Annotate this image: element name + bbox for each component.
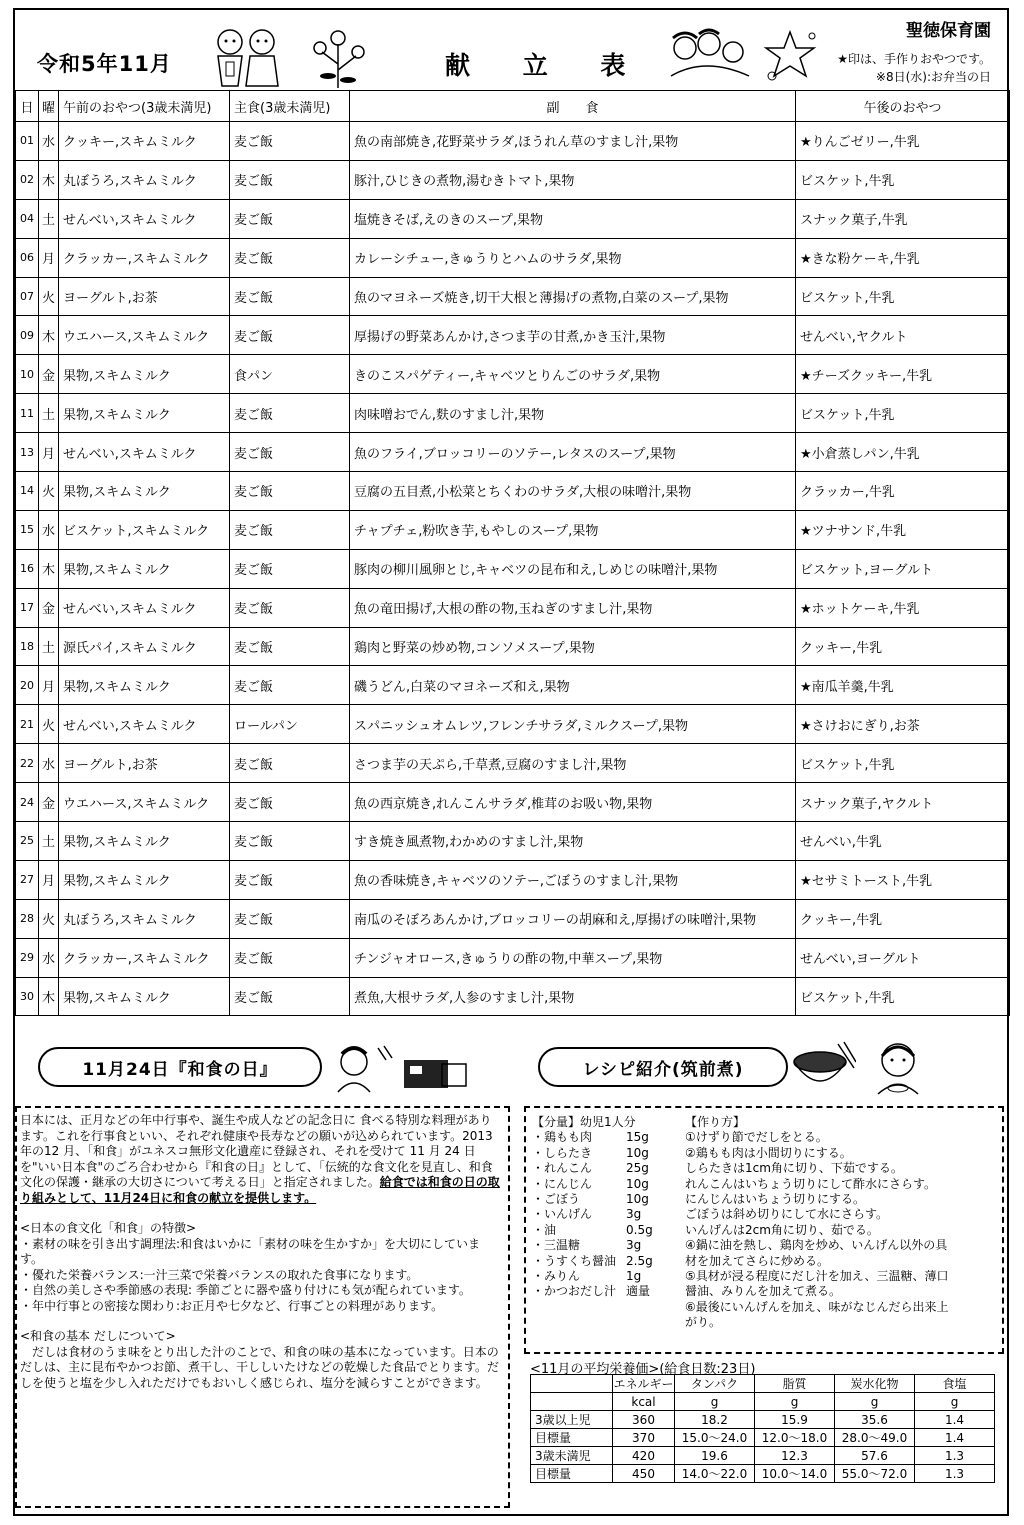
menu-pm-snack: ビスケット,牛乳 (796, 160, 1010, 199)
menu-side-dish: 魚の南部焼き,花野菜サラダ,ほうれん草のすまし汁,果物 (350, 122, 796, 161)
menu-date: 17 (16, 588, 39, 627)
menu-staple: 麦ご飯 (230, 510, 350, 549)
menu-date: 06 (16, 238, 39, 277)
menu-weekday: 金 (39, 355, 59, 394)
menu-row (16, 783, 1010, 822)
ingredient-name: ・かつおだし汁 (532, 1284, 617, 1299)
menu-pm-snack: ★チーズクッキー,牛乳 (796, 355, 1010, 394)
nutrition-cell: 食塩 (915, 1375, 995, 1393)
dashi-text: だしは食材のうま味をとり出した汁のことで、和食の味の基本になっています。日本のだしは、主に昆布やかつお節、煮干し、干ししいたけなどの乾燥した食品でとります。だしを使うと塩を少し入れただけでもおいしく感じられ、塩分を減らすことができます。 (20, 1344, 500, 1390)
recipe-step: いんげんは2cm角に切り、茹でる。 (685, 1222, 879, 1237)
feature-item: ・年中行事との密接な関わり:お正月や七夕など、行事ごとの料理があります。 (20, 1298, 444, 1313)
nutrition-cell: 脂質 (755, 1375, 835, 1393)
washoku-text (20, 1113, 502, 1406)
menu-am-snack: 果物,スキムミルク (59, 472, 230, 511)
ingredient-quantity: 0.5g (626, 1222, 653, 1237)
menu-side-dish: 魚の西京焼き,れんこんサラダ,椎茸のお吸い物,果物 (350, 783, 796, 822)
nutrition-cell: 57.6 (835, 1447, 915, 1465)
children-clipart-icon (208, 24, 286, 90)
menu-table (15, 90, 1010, 1016)
menu-staple: 麦ご飯 (230, 938, 350, 977)
nutrition-cell: 55.0～72.0 (835, 1465, 915, 1483)
ingredient-quantity: 10g (626, 1192, 649, 1207)
menu-date: 09 (16, 316, 39, 355)
menu-am-snack: せんべい,スキムミルク (59, 588, 230, 627)
washoku-intro (20, 1113, 502, 1206)
homemade-note: ★印は、手作りおやつです。 (837, 52, 991, 66)
menu-row (16, 666, 1010, 705)
menu-side-dish: 豚肉の柳川風卵とじ,キャベツの昆布和え,しめじの味噌汁,果物 (350, 549, 796, 588)
menu-row (16, 122, 1010, 161)
nutrition-cell: kcal (613, 1393, 675, 1411)
menu-am-snack: 果物,スキムミルク (59, 355, 230, 394)
ingredient-quantity: 25g (626, 1161, 649, 1176)
nutrition-cell: 12.3 (755, 1447, 835, 1465)
ingredient-quantity: 10g (626, 1176, 649, 1191)
ingredient-quantity: 3g (626, 1207, 642, 1222)
menu-staple: 麦ご飯 (230, 199, 350, 238)
recipe-step: 材を加えてさらに炒める。 (685, 1253, 830, 1268)
ingredient-quantity: 2.5g (626, 1253, 653, 1268)
menu-weekday: 木 (39, 160, 59, 199)
menu-am-snack: せんべい,スキムミルク (59, 433, 230, 472)
menu-staple: 麦ご飯 (230, 122, 350, 161)
menu-pm-snack: せんべい,ヨーグルト (796, 938, 1010, 977)
menu-side-dish: 肉味噌おでん,麩のすまし汁,果物 (350, 394, 796, 433)
menu-side-dish: すき焼き風煮物,わかめのすまし汁,果物 (350, 822, 796, 861)
menu-date: 14 (16, 472, 39, 511)
nutrition-cell: 15.0～24.0 (675, 1429, 755, 1447)
child-eating-clipart-icon (328, 1040, 400, 1096)
ingredient-item (532, 1238, 682, 1253)
menu-date: 11 (16, 394, 39, 433)
menu-date: 25 (16, 822, 39, 861)
menu-row (16, 860, 1010, 899)
menu-row (16, 977, 1010, 1016)
col-pm-snack: 午後のおやつ (796, 91, 1010, 122)
menu-weekday: 月 (39, 238, 59, 277)
ingredient-quantity: 1g (626, 1269, 642, 1284)
menu-date: 16 (16, 549, 39, 588)
menu-weekday: 水 (39, 122, 59, 161)
menu-date: 27 (16, 860, 39, 899)
menu-row (16, 510, 1010, 549)
menu-row (16, 238, 1010, 277)
menu-side-dish: カレーシチュー,きゅうりとハムのサラダ,果物 (350, 238, 796, 277)
menu-date: 04 (16, 199, 39, 238)
menu-row (16, 899, 1010, 938)
recipe-step: ごぼうは斜め切りにして水にさらす。 (685, 1207, 889, 1222)
page-title: 献 立 表 (445, 51, 648, 80)
menu-pm-snack: ★ツナサンド,牛乳 (796, 510, 1010, 549)
menu-staple: 麦ご飯 (230, 666, 350, 705)
menu-row (16, 433, 1010, 472)
nutrition-cell: 1.3 (915, 1465, 995, 1483)
ingredient-name: ・三温糖 (532, 1238, 581, 1253)
menu-side-dish: 煮魚,大根サラダ,人参のすまし汁,果物 (350, 977, 796, 1016)
menu-am-snack: 源氏パイ,スキムミルク (59, 627, 230, 666)
menu-weekday: 水 (39, 744, 59, 783)
menu-weekday: 土 (39, 394, 59, 433)
menu-am-snack: ビスケット,スキムミルク (59, 510, 230, 549)
dashi-section (20, 1329, 502, 1391)
nutrition-cell: 12.0～18.0 (755, 1429, 835, 1447)
menu-date: 07 (16, 277, 39, 316)
menu-side-dish: 豆腐の五目煮,小松菜とちくわのサラダ,大根の味噌汁,果物 (350, 472, 796, 511)
ingredient-name: ・にんじん (532, 1176, 593, 1191)
recipe-step: ⑥最後にいんげんを加え、味がなじんだら出来上 (685, 1299, 949, 1314)
menu-header-row (16, 91, 1010, 122)
menu-row (16, 277, 1010, 316)
nutrition-cell: 15.9 (755, 1411, 835, 1429)
menu-row (16, 355, 1010, 394)
menu-date: 29 (16, 938, 39, 977)
menu-am-snack: 果物,スキムミルク (59, 977, 230, 1016)
dashi-title: <和食の基本 だしについて> (20, 1329, 176, 1343)
menu-row (16, 588, 1010, 627)
feature-item: ・素材の味を引き出す調理法:和食はいかに「素材の味を生かすか」を大切にしています。 (20, 1236, 481, 1266)
nutrition-row (531, 1411, 995, 1429)
menu-am-snack: 果物,スキムミルク (59, 860, 230, 899)
nutrition-cell: 1.4 (915, 1411, 995, 1429)
menu-staple: 麦ご飯 (230, 160, 350, 199)
menu-am-snack: 果物,スキムミルク (59, 394, 230, 433)
menu-staple: 麦ご飯 (230, 588, 350, 627)
menu-pm-snack: クッキー,牛乳 (796, 627, 1010, 666)
recipe-step: がり。 (685, 1315, 722, 1330)
menu-staple: 麦ご飯 (230, 822, 350, 861)
food-box-clipart-icon (400, 1054, 470, 1094)
menu-side-dish: 魚の香味焼き,キャベツのソテー,ごぼうのすまし汁,果物 (350, 860, 796, 899)
menu-side-dish: 魚のフライ,ブロッコリーのソテー,レタスのスープ,果物 (350, 433, 796, 472)
menu-side-dish: きのこスパゲティー,キャベツとりんごのサラダ,果物 (350, 355, 796, 394)
flower-clipart-icon (308, 24, 368, 90)
menu-row (16, 394, 1010, 433)
menu-side-dish: 南瓜のそぼろあんかけ,ブロッコリーの胡麻和え,厚揚げの味噌汁,果物 (350, 899, 796, 938)
nutrition-cell (531, 1393, 613, 1411)
ingredient-quantity: 適量 (626, 1284, 651, 1299)
nutrition-cell: g (915, 1393, 995, 1411)
ingredient-quantity: 15g (626, 1130, 649, 1145)
menu-am-snack: 丸ぼうろ,スキムミルク (59, 899, 230, 938)
menu-weekday: 金 (39, 588, 59, 627)
menu-am-snack: 果物,スキムミルク (59, 822, 230, 861)
menu-am-snack: ヨーグルト,お茶 (59, 277, 230, 316)
recipe-step: にんじんはいちょう切りにする。 (685, 1192, 866, 1207)
nutrition-cell: 3歳以上児 (531, 1411, 613, 1429)
menu-weekday: 火 (39, 277, 59, 316)
menu-pm-snack: クラッカー,牛乳 (796, 472, 1010, 511)
menu-am-snack: 果物,スキムミルク (59, 549, 230, 588)
menu-date: 21 (16, 705, 39, 744)
menu-weekday: 金 (39, 783, 59, 822)
menu-am-snack: クラッカー,スキムミルク (59, 238, 230, 277)
menu-side-dish: チャプチェ,粉吹き芋,もやしのスープ,果物 (350, 510, 796, 549)
menu-am-snack: クッキー,スキムミルク (59, 122, 230, 161)
nutrition-cell: 10.0～14.0 (755, 1465, 835, 1483)
menu-pm-snack: ★りんごゼリー,牛乳 (796, 122, 1010, 161)
menu-weekday: 木 (39, 549, 59, 588)
recipe-step: ④鍋に油を熱し、鶏肉を炒め、いんげん以外の具 (685, 1238, 948, 1253)
period-label: 令和5年11月 (37, 52, 172, 76)
recipe-steps (685, 1115, 1001, 1331)
menu-side-dish: さつま芋の天ぷら,千草煮,豆腐のすまし汁,果物 (350, 744, 796, 783)
menu-side-dish: 塩焼きそば,えのきのスープ,果物 (350, 199, 796, 238)
menu-staple: 麦ご飯 (230, 899, 350, 938)
menu-staple: 麦ご飯 (230, 316, 350, 355)
menu-am-snack: ヨーグルト,お茶 (59, 744, 230, 783)
nutrition-row (531, 1465, 995, 1483)
menu-pm-snack: ビスケット,牛乳 (796, 277, 1010, 316)
ingredient-item (532, 1207, 682, 1222)
nutrition-cell: 420 (613, 1447, 675, 1465)
nutrition-row (531, 1429, 995, 1447)
menu-am-snack: せんべい,スキムミルク (59, 199, 230, 238)
feature-item: ・優れた栄養バランス:一汁三菜で栄養バランスの取れた食事になります。 (20, 1267, 419, 1282)
ingredient-item (532, 1254, 682, 1269)
ingredient-name: ・油 (532, 1222, 557, 1237)
menu-staple: 麦ご飯 (230, 394, 350, 433)
menu-pm-snack: ★小倉蒸しパン,牛乳 (796, 433, 1010, 472)
menu-date: 22 (16, 744, 39, 783)
menu-side-dish: スパニッシュオムレツ,フレンチサラダ,ミルクスープ,果物 (350, 705, 796, 744)
menu-weekday: 水 (39, 938, 59, 977)
menu-staple: 麦ご飯 (230, 238, 350, 277)
nutrition-cell: タンパク (675, 1375, 755, 1393)
ingredient-name: ・しらたき (532, 1145, 593, 1160)
ingredients-title: 【分量】幼児1人分 (532, 1115, 636, 1129)
bento-note: ※8日(水):お弁当の日 (875, 70, 991, 84)
menu-pm-snack: ビスケット,牛乳 (796, 394, 1010, 433)
nutrition-cell: 35.6 (835, 1411, 915, 1429)
menu-date: 15 (16, 510, 39, 549)
menu-pm-snack: ビスケット,牛乳 (796, 977, 1010, 1016)
ingredient-item (532, 1161, 682, 1176)
ingredient-name: ・みりん (532, 1269, 581, 1284)
menu-pm-snack: ビスケット,牛乳 (796, 744, 1010, 783)
col-weekday: 曜 (39, 91, 59, 122)
menu-am-snack: 果物,スキムミルク (59, 666, 230, 705)
ingredient-quantity: 3g (626, 1238, 642, 1253)
recipe-step: しらたきは1cm角に切り、下茹でする。 (685, 1161, 903, 1176)
nutrition-cell: 目標量 (531, 1465, 613, 1483)
ingredient-list (532, 1130, 682, 1299)
menu-side-dish: 鶏肉と野菜の炒め物,コンソメスープ,果物 (350, 627, 796, 666)
recipe-step: ①けずり節でだしをとる。 (685, 1130, 828, 1145)
menu-row (16, 549, 1010, 588)
ingredient-item (532, 1146, 682, 1161)
menu-pm-snack: ビスケット,ヨーグルト (796, 549, 1010, 588)
nutrition-unit-row (531, 1393, 995, 1411)
ingredient-item (532, 1192, 682, 1207)
menu-staple: 麦ご飯 (230, 277, 350, 316)
menu-side-dish: 磯うどん,白菜のマヨネーズ和え,果物 (350, 666, 796, 705)
nutrition-title: <11月の平均栄養価>(給食日数:23日) (530, 1362, 756, 1377)
menu-pm-snack: スナック菓子,ヤクルト (796, 783, 1010, 822)
nutrition-header-row (531, 1375, 995, 1393)
nutrition-cell: 炭水化物 (835, 1375, 915, 1393)
menu-pm-snack: ★セサミトースト,牛乳 (796, 860, 1010, 899)
menu-am-snack: せんべい,スキムミルク (59, 705, 230, 744)
nutrition-cell: g (835, 1393, 915, 1411)
menu-row (16, 705, 1010, 744)
ingredient-item (532, 1284, 682, 1299)
menu-row (16, 938, 1010, 977)
recipe-ingredients (532, 1115, 682, 1300)
washoku-features (20, 1221, 502, 1314)
menu-date: 10 (16, 355, 39, 394)
ingredient-item (532, 1223, 682, 1238)
menu-row (16, 822, 1010, 861)
menu-row (16, 316, 1010, 355)
ingredient-name: ・鶏もも肉 (532, 1130, 593, 1145)
nutrition-cell: g (675, 1393, 755, 1411)
menu-weekday: 土 (39, 199, 59, 238)
girl-eating-clipart-icon (858, 1036, 938, 1098)
menu-row (16, 744, 1010, 783)
recipe-step: ②鶏もも肉は小間切りにする。 (685, 1145, 852, 1160)
menu-side-dish: 魚の竜田揚げ,大根の酢の物,玉ねぎのすまし汁,果物 (350, 588, 796, 627)
menu-staple: 麦ご飯 (230, 744, 350, 783)
menu-weekday: 土 (39, 822, 59, 861)
menu-date: 24 (16, 783, 39, 822)
menu-date: 13 (16, 433, 39, 472)
menu-side-dish: 魚のマヨネーズ焼き,切干大根と薄揚げの煮物,白菜のスープ,果物 (350, 277, 796, 316)
menu-side-dish: 厚揚げの野菜あんかけ,さつま芋の甘煮,かき玉汁,果物 (350, 316, 796, 355)
menu-pm-snack: ★きな粉ケーキ,牛乳 (796, 238, 1010, 277)
menu-side-dish: 豚汁,ひじきの煮物,湯むきトマト,果物 (350, 160, 796, 199)
menu-pm-snack: ★ホットケーキ,牛乳 (796, 588, 1010, 627)
menu-weekday: 火 (39, 472, 59, 511)
nutrition-cell: 1.4 (915, 1429, 995, 1447)
nutrition-cell: エネルギー (613, 1375, 675, 1393)
menu-row (16, 627, 1010, 666)
menu-am-snack: クラッカー,スキムミルク (59, 938, 230, 977)
washoku-day-banner: 11月24日『和食の日』 (38, 1047, 322, 1087)
menu-date: 20 (16, 666, 39, 705)
washoku-announcement: 給食では和食の日の取り組みとして、11月24日に和食の献立を提供します。 (20, 1175, 500, 1205)
menu-weekday: 月 (39, 433, 59, 472)
menu-am-snack: ウエハース,スキムミルク (59, 316, 230, 355)
ingredient-name: ・いんげん (532, 1207, 593, 1222)
nutrition-body (531, 1375, 995, 1483)
menu-weekday: 月 (39, 666, 59, 705)
header (15, 10, 1009, 92)
nutrition-row (531, 1447, 995, 1465)
menu-staple: 麦ご飯 (230, 472, 350, 511)
menu-am-snack: 丸ぼうろ,スキムミルク (59, 160, 230, 199)
recipe-banner: レシピ紹介(筑前煮) (538, 1047, 788, 1087)
menu-staple: 麦ご飯 (230, 433, 350, 472)
ingredient-item (532, 1177, 682, 1192)
bowl-clipart-icon (790, 1040, 856, 1094)
col-staple: 主食(3歳未満児) (230, 91, 350, 122)
nutrition-cell: 14.0～22.0 (675, 1465, 755, 1483)
menu-body (16, 122, 1010, 1016)
menu-date: 18 (16, 627, 39, 666)
nutrition-cell: 28.0～49.0 (835, 1429, 915, 1447)
menu-pm-snack: ★さけおにぎり,お茶 (796, 705, 1010, 744)
menu-staple: 食パン (230, 355, 350, 394)
menu-staple: 麦ご飯 (230, 783, 350, 822)
feature-item: ・自然の美しさや季節感の表現: 季節ごとに器や盛り付けにも気が配られています。 (20, 1283, 471, 1297)
col-am-snack: 午前のおやつ(3歳未満児) (59, 91, 230, 122)
nutrition-cell (531, 1375, 613, 1393)
steps-title: 【作り方】 (685, 1115, 746, 1129)
nutrition-cell: 目標量 (531, 1429, 613, 1447)
menu-staple: ロールパン (230, 705, 350, 744)
menu-date: 30 (16, 977, 39, 1016)
menu-pm-snack: せんべい,ヤクルト (796, 316, 1010, 355)
menu-weekday: 木 (39, 977, 59, 1016)
menu-pm-snack: ★南瓜羊羹,牛乳 (796, 666, 1010, 705)
nutrition-table (530, 1374, 995, 1483)
menu-date: 02 (16, 160, 39, 199)
menu-date: 28 (16, 899, 39, 938)
ingredient-name: ・うすくち醤油 (532, 1253, 617, 1268)
kids-clipart-icon (665, 26, 753, 84)
recipe-step: れんこんはいちょう切りにして酢水にさらす。 (685, 1176, 937, 1191)
menu-staple: 麦ご飯 (230, 860, 350, 899)
menu-side-dish: チンジャオロース,きゅうりの酢の物,中華スープ,果物 (350, 938, 796, 977)
menu-row (16, 160, 1010, 199)
nutrition-cell: 360 (613, 1411, 675, 1429)
ingredient-name: ・ごぼう (532, 1192, 581, 1207)
menu-pm-snack: せんべい,牛乳 (796, 822, 1010, 861)
menu-weekday: 木 (39, 316, 59, 355)
menu-pm-snack: クッキー,牛乳 (796, 899, 1010, 938)
menu-staple: 麦ご飯 (230, 627, 350, 666)
nutrition-cell: 18.2 (675, 1411, 755, 1429)
menu-weekday: 水 (39, 510, 59, 549)
menu-row (16, 472, 1010, 511)
menu-weekday: 土 (39, 627, 59, 666)
ingredient-name: ・れんこん (532, 1161, 593, 1176)
col-date: 日 (16, 91, 39, 122)
menu-weekday: 火 (39, 705, 59, 744)
nutrition-cell: g (755, 1393, 835, 1411)
features-title: <日本の食文化「和食」の特徴> (20, 1221, 197, 1235)
star-flower-clipart-icon (760, 28, 820, 84)
col-side-dish: 副 食 (350, 91, 796, 122)
school-name: 聖徳保育園 (906, 21, 991, 41)
menu-pm-snack: スナック菓子,牛乳 (796, 199, 1010, 238)
menu-date: 01 (16, 122, 39, 161)
nutrition-cell: 1.3 (915, 1447, 995, 1465)
menu-staple: 麦ご飯 (230, 977, 350, 1016)
menu-am-snack: ウエハース,スキムミルク (59, 783, 230, 822)
ingredient-item (532, 1269, 682, 1284)
ingredient-quantity: 10g (626, 1145, 649, 1160)
nutrition-cell: 19.6 (675, 1447, 755, 1465)
recipe-step: ⑤具材が浸る程度にだし汁を加え、三温糖、薄口 (685, 1269, 949, 1284)
menu-row (16, 199, 1010, 238)
menu-weekday: 火 (39, 899, 59, 938)
recipe-step: 醤油、みりんを加えて煮る。 (685, 1284, 842, 1299)
step-list (685, 1130, 1001, 1330)
washoku-intro-text: 日本には、正月などの年中行事や、誕生や成人などの記念日に 食べる特別な料理があります。これを行事食といい、それぞれ健康や長寿などの願いが込められています。2013年の12 月、「和食」がユネスコ無形文化遺産に登録され、それを受けて 11 月 24 日を"いい日本食"のごろ合わせから『和食の日』として、「伝統的な食文化を見直し、和食文化の保護・継承の大切さについて考える日」と指定されました。 (20, 1113, 493, 1189)
nutrition-cell: 3歳未満児 (531, 1447, 613, 1465)
menu-staple: 麦ご飯 (230, 549, 350, 588)
ingredient-item (532, 1130, 682, 1145)
nutrition-cell: 370 (613, 1429, 675, 1447)
nutrition-cell: 450 (613, 1465, 675, 1483)
menu-weekday: 月 (39, 860, 59, 899)
